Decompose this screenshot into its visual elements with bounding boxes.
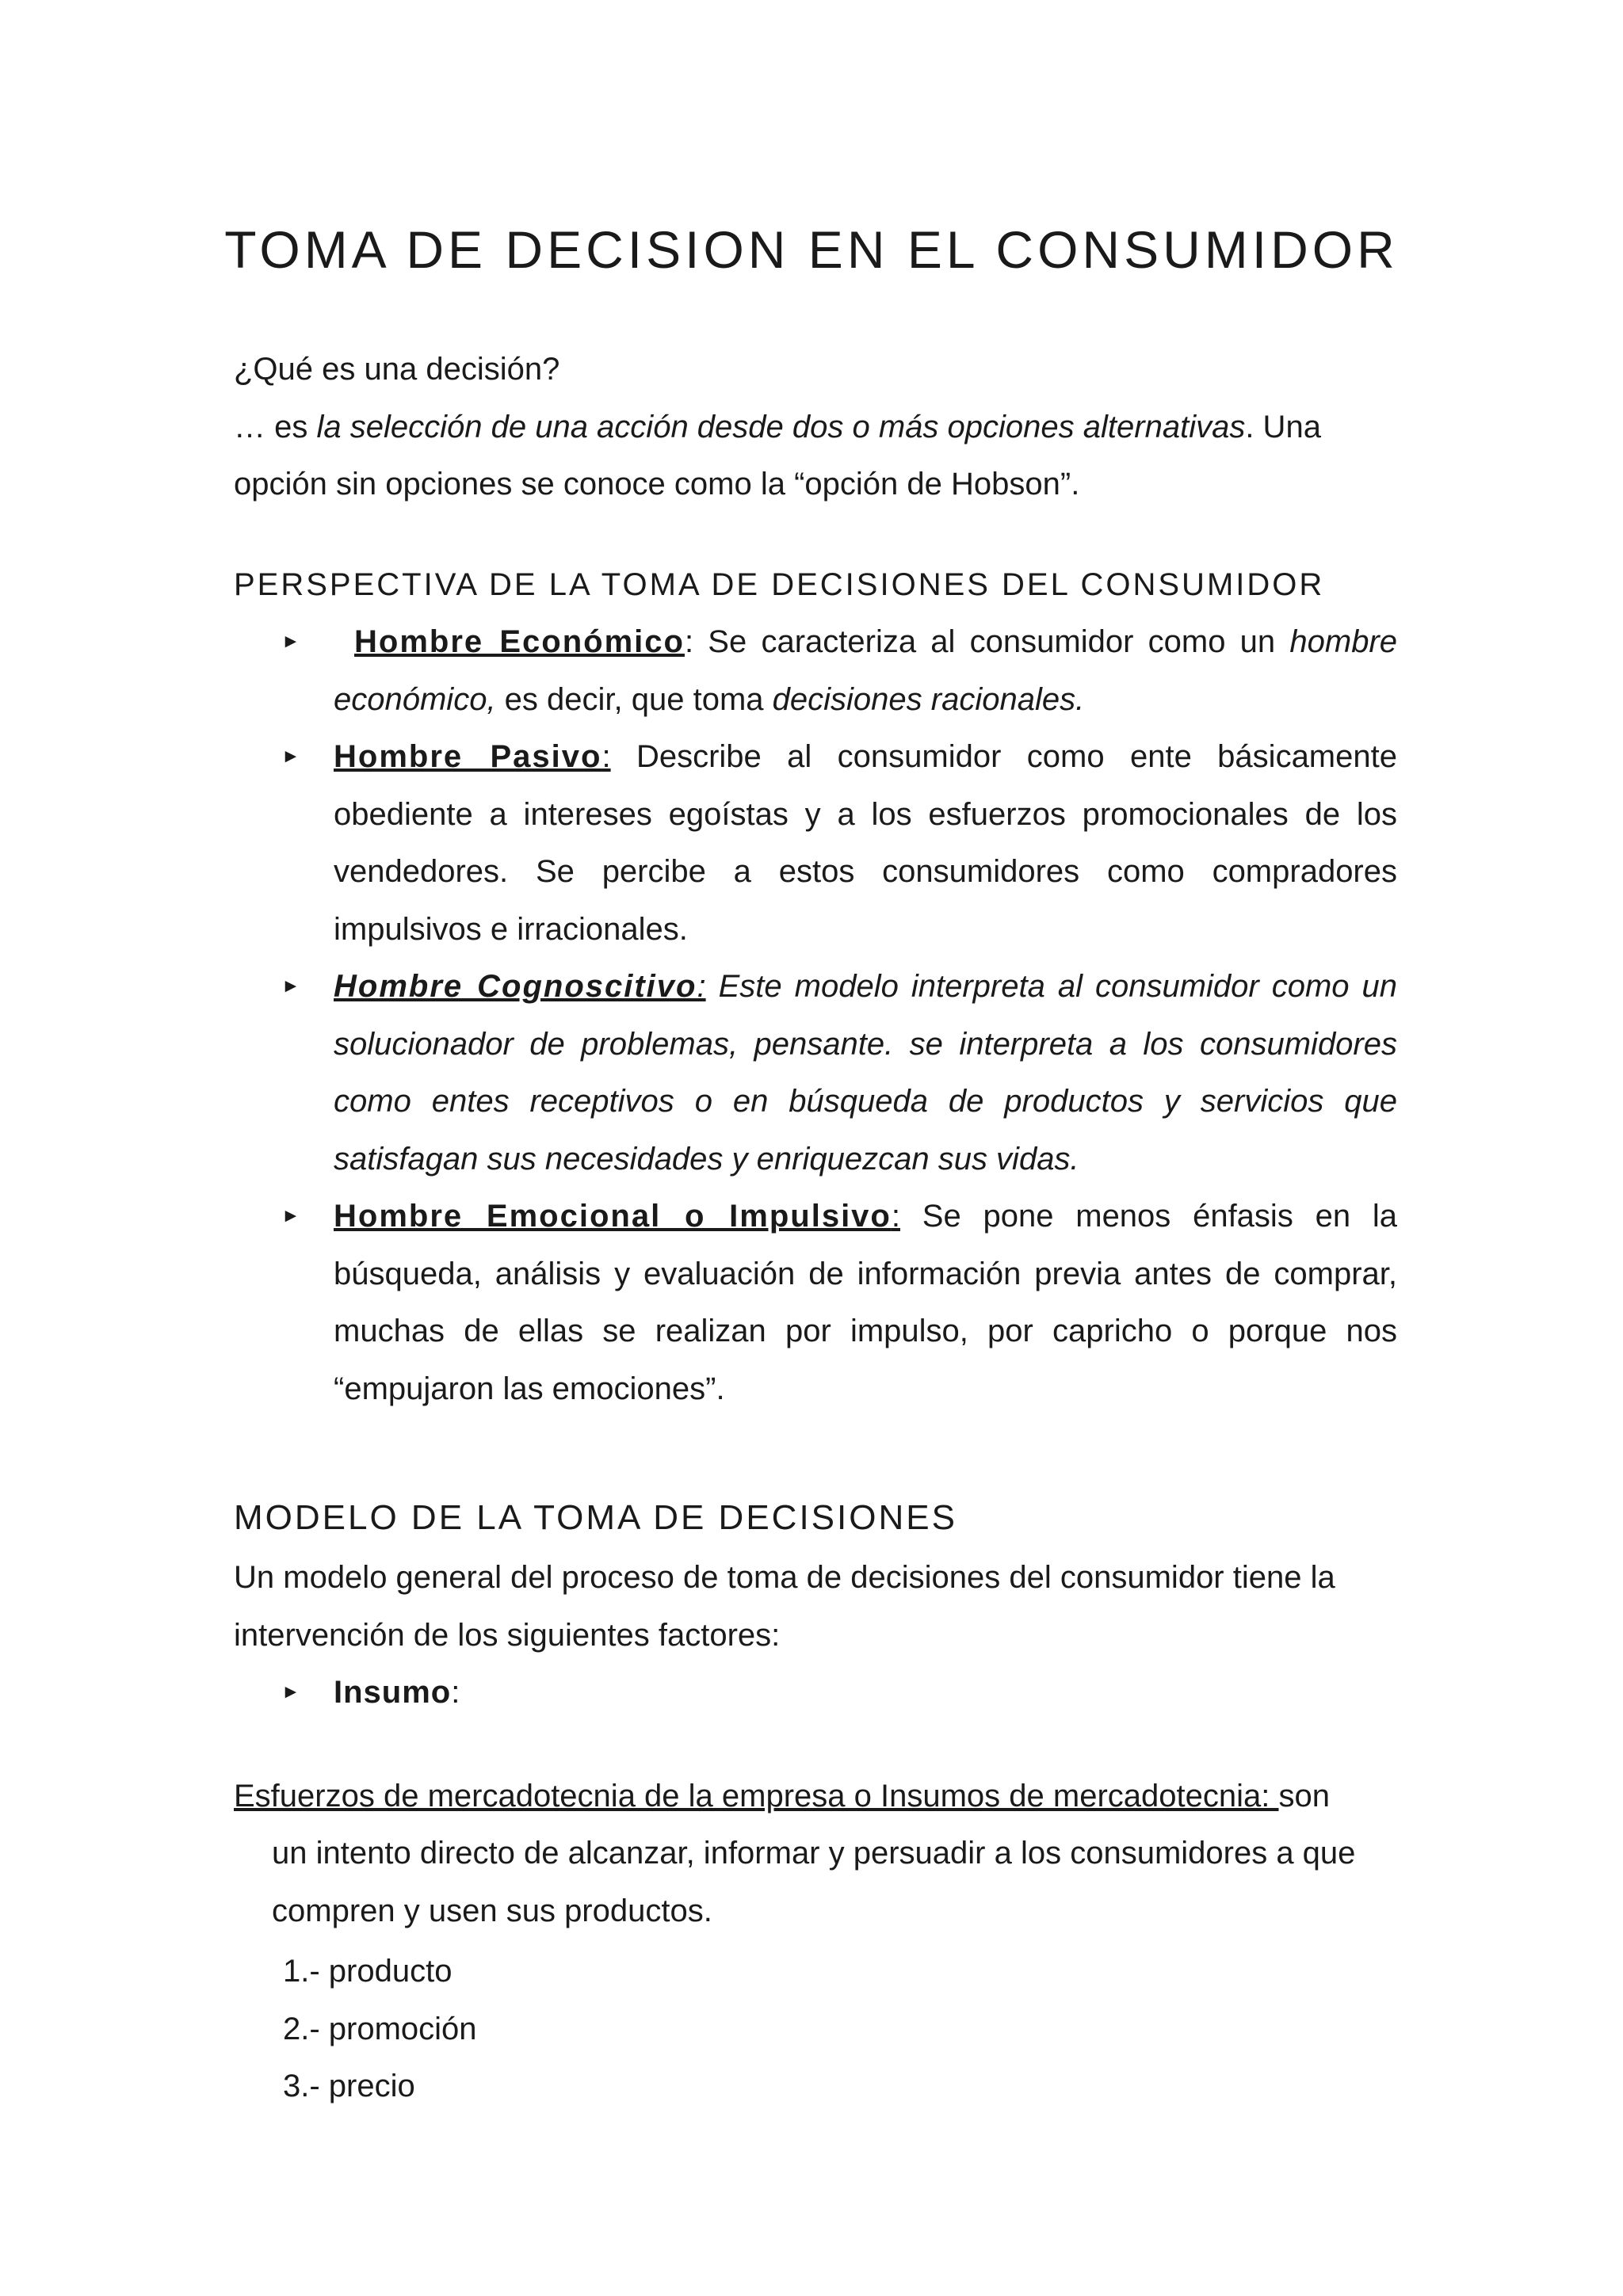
triangle-right-icon: ► [281, 746, 300, 767]
triangle-right-icon: ► [281, 631, 300, 652]
insumos-list [234, 1943, 1397, 2115]
intro-question: ¿Qué es una decisión? [234, 352, 560, 387]
modelo-list [234, 1664, 1397, 1722]
list-item: 2.- promoción [283, 2011, 477, 2046]
list-item-hombre-cognoscitivo: ► Hombre Cognoscitivo: Este modelo interpreta al consumidor como un solucionador de problemas, pensante. se interpreta a los consumidores como entes receptivos o en búsqueda de productos y servicios que satisfagan sus necesidades y enriquezcan sus vidas. [334, 958, 1397, 1188]
document-body [234, 341, 1397, 2115]
modelo-intro: Un modelo general del proceso de toma de decisiones del consumidor tiene la intervención de los siguientes factores: [234, 1560, 1335, 1653]
list-item-hombre-economico: ► Hombre Económico: Se caracteriza al consumidor como un hombre económico, es decir, que toma decisiones racionales. [334, 613, 1397, 728]
intro-hobson: opción sin opciones se conoce como la “opción de Hobson”. [234, 467, 1080, 502]
list-item: 3.- precio [283, 2069, 415, 2103]
esfuerzos-continuation: un intento directo de alcanzar, informar y persuadir a los consumidores a que compren y usen sus productos. [272, 1836, 1356, 1928]
esfuerzos-paragraph: Esfuerzos de mercadotecnia de la empresa o Insumos de mercadotecnia: son [234, 1778, 1330, 1814]
list-item-insumo: ► Insumo: [334, 1664, 1397, 1722]
perspectiva-list [234, 613, 1397, 1417]
list-item-hombre-pasivo: ► Hombre Pasivo: Describe al consumidor como ente básicamente obediente a intereses egoístas y a los esfuerzos promocionales de los vendedores. Se percibe a estos consumidores como compradores impulsivos e irracionales. [334, 728, 1397, 958]
triangle-right-icon: ► [281, 975, 300, 997]
intro-definition: … es la selección de una acción desde dos o más opciones alternativas. Una [234, 409, 1321, 444]
triangle-right-icon: ► [281, 1205, 300, 1226]
list-item: 1.- producto [283, 1954, 453, 1989]
triangle-right-icon: ► [281, 1681, 300, 1703]
perspectiva-heading: PERSPECTIVA DE LA TOMA DE DECISIONES DEL CONSUMIDOR [234, 566, 1325, 602]
page-title: TOMA DE DECISION EN EL CONSUMIDOR [224, 220, 1399, 279]
list-item-hombre-emocional: ► Hombre Emocional o Impulsivo: Se pone menos énfasis en la búsqueda, análisis y evaluación de información previa antes de comprar, muchas de ellas se realizan por impulso, por capricho o porque nos “empujaron las emociones”. [334, 1188, 1397, 1417]
modelo-heading: MODELO DE LA TOMA DE DECISIONES [234, 1498, 957, 1537]
